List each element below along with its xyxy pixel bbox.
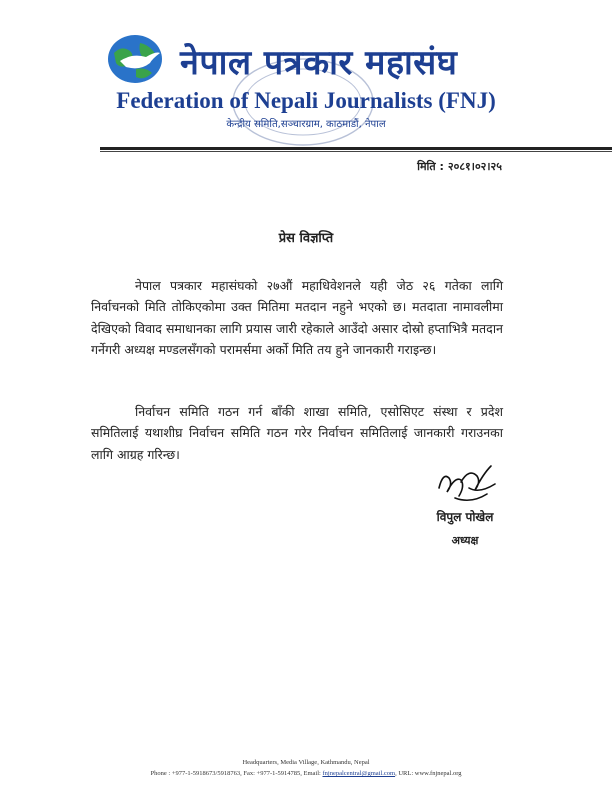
dove-globe-icon	[106, 33, 164, 85]
signatory-title: अध्यक्ष	[451, 534, 479, 547]
footer-address: Headquarters, Media Village, Kathmandu, Nepal	[242, 759, 370, 766]
footer-phone: Phone : +977-1-5918673/5918763, Fax: +977-1-5914785, Email:	[150, 770, 321, 777]
footer-url: , URL: www.fnjnepal.org	[395, 770, 462, 777]
footer-contact	[0, 770, 612, 777]
date-label: मिति :	[417, 160, 444, 173]
date-value: २०८१।०२।२५	[447, 160, 502, 173]
handwritten-signature	[425, 458, 505, 506]
letterhead-address: केन्द्रीय समिति,सञ्चारग्राम, काठमाडौं, नेपाल	[226, 119, 386, 130]
document-heading: प्रेस विज्ञप्ति	[278, 231, 334, 246]
letterhead-divider	[100, 147, 612, 150]
letterhead-divider-thin	[100, 151, 612, 152]
organization-name-english: Federation of Nepali Journalists (FNJ)	[116, 88, 496, 113]
date-line	[417, 159, 502, 174]
body-paragraph: निर्वाचन समिति गठन गर्न बाँकी शाखा समिति, एसोसिएट संस्था र प्रदेश समितिलाई यथाशीघ्र निर्वाचन समिति गठन गरेर निर्वाचन समितिलाई जानकारी गराउनका लागि आग्रह गरिन्छ।	[91, 403, 503, 462]
body-paragraph: नेपाल पत्रकार महासंघको २७औं महाधिवेशनले यही जेठ २६ गतेका लागि निर्वाचनको मिति तोकिएकोमा उक्त मितिमा मतदान नहुने भएको छ। मतदाता नामावलीमा देखिएको विवाद समाधानका लागि प्रयास जारी रहेकाले आउँदो असार दोस्रो हप्ताभित्रै मतदान गर्नेगरी अध्यक्ष मण्डलसँगको परामर्समा अर्को मिति तय हुने जानकारी गराइन्छ।	[91, 277, 503, 357]
footer-email-link[interactable]: fnjnepalcentral@gmail.com	[322, 770, 396, 777]
organization-name-nepali: नेपाल पत्रकार महासंघ	[180, 43, 458, 83]
signatory-name: विपुल पोखेल	[436, 510, 494, 524]
